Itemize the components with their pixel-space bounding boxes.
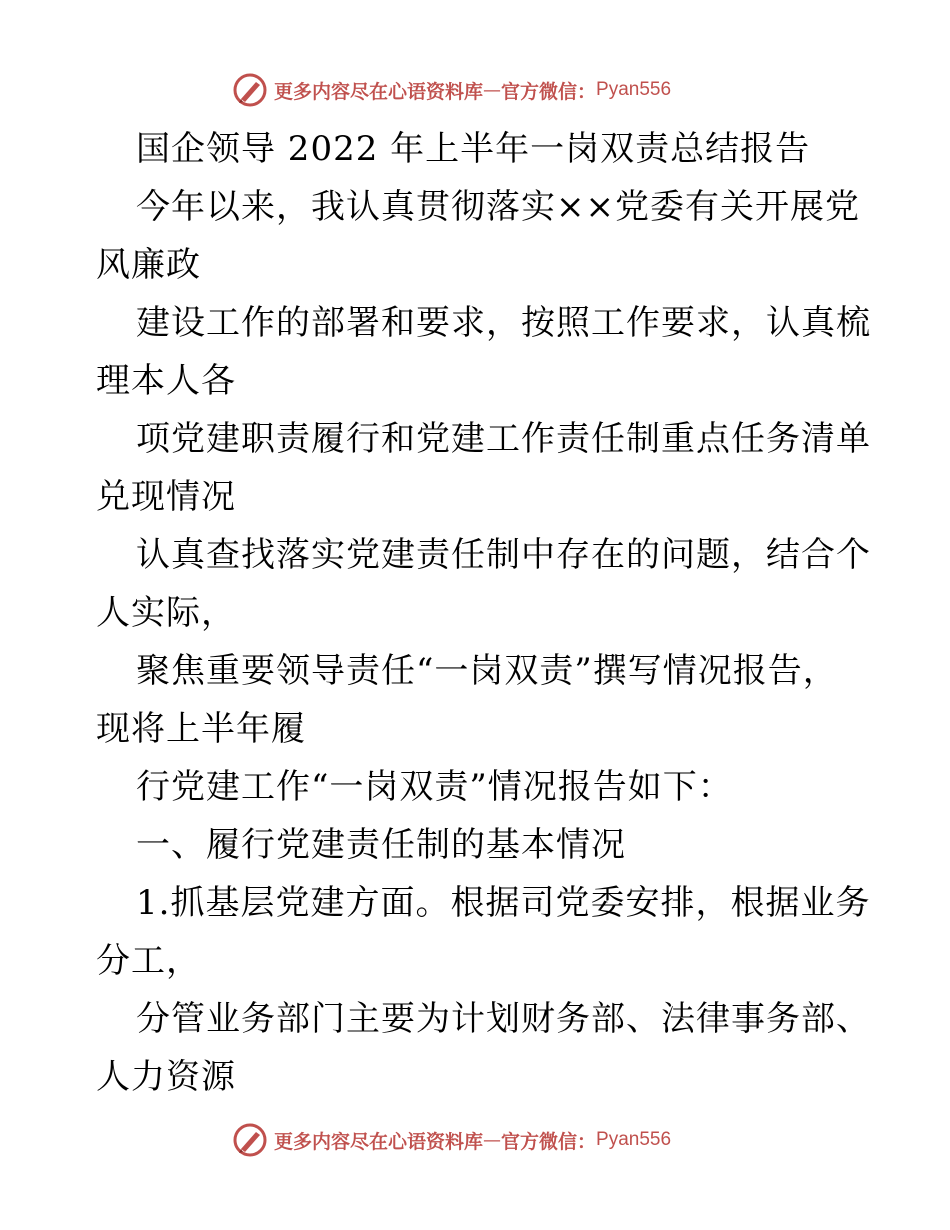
watermark-account-handle: Pyan556 [596,79,672,100]
watermark-account-label: 官方微信： [501,1130,597,1153]
paragraph-line: 风廉政 [96,245,201,285]
watermark-text: 更多内容尽在心语资料库 [274,1130,484,1153]
footer-watermark [232,1120,671,1160]
paragraph-line: 兑现情况 [96,477,236,517]
paragraph-line: 行党建工作“一岗双责”情况报告如下： [136,767,733,807]
header-watermark [232,70,671,110]
watermark-separator: — [483,79,502,101]
document-title: 国企领导 2022 年上半年一岗双责总结报告 [136,129,811,169]
paragraph-line: 理本人各 [96,361,236,401]
document-body [96,120,871,1106]
paragraph-line: 项党建职责履行和党建工作责任制重点任务清单 [136,419,871,459]
pen-logo-icon [232,72,268,108]
watermark-account-handle: Pyan556 [596,1129,672,1150]
paragraph-line: 聚焦重要领导责任“一岗双责”撰写情况报告， [136,651,838,691]
watermark-account-label: 官方微信： [501,80,597,103]
paragraph-line: 现将上半年履 [96,709,306,749]
watermark-separator: — [483,1129,502,1151]
paragraph-line: 建设工作的部署和要求，按照工作要求，认真梳 [136,303,871,343]
section-heading: 一、履行党建责任制的基本情况 [136,825,626,865]
paragraph-line: 1.抓基层党建方面。根据司党委安排，根据业务 [136,883,871,923]
paragraph-line: 人力资源 [96,1057,236,1097]
paragraph-line: 认真查找落实党建责任制中存在的问题，结合个 [136,535,871,575]
paragraph-line: 分管业务部门主要为计划财务部、法律事务部、 [136,999,871,1039]
paragraph-line: 人实际， [96,593,236,633]
paragraph-line: 分工， [96,941,201,981]
paragraph-line: 今年以来，我认真贯彻落实××党委有关开展党 [136,187,860,227]
pen-logo-icon [232,1122,268,1158]
watermark-text: 更多内容尽在心语资料库 [274,80,484,103]
